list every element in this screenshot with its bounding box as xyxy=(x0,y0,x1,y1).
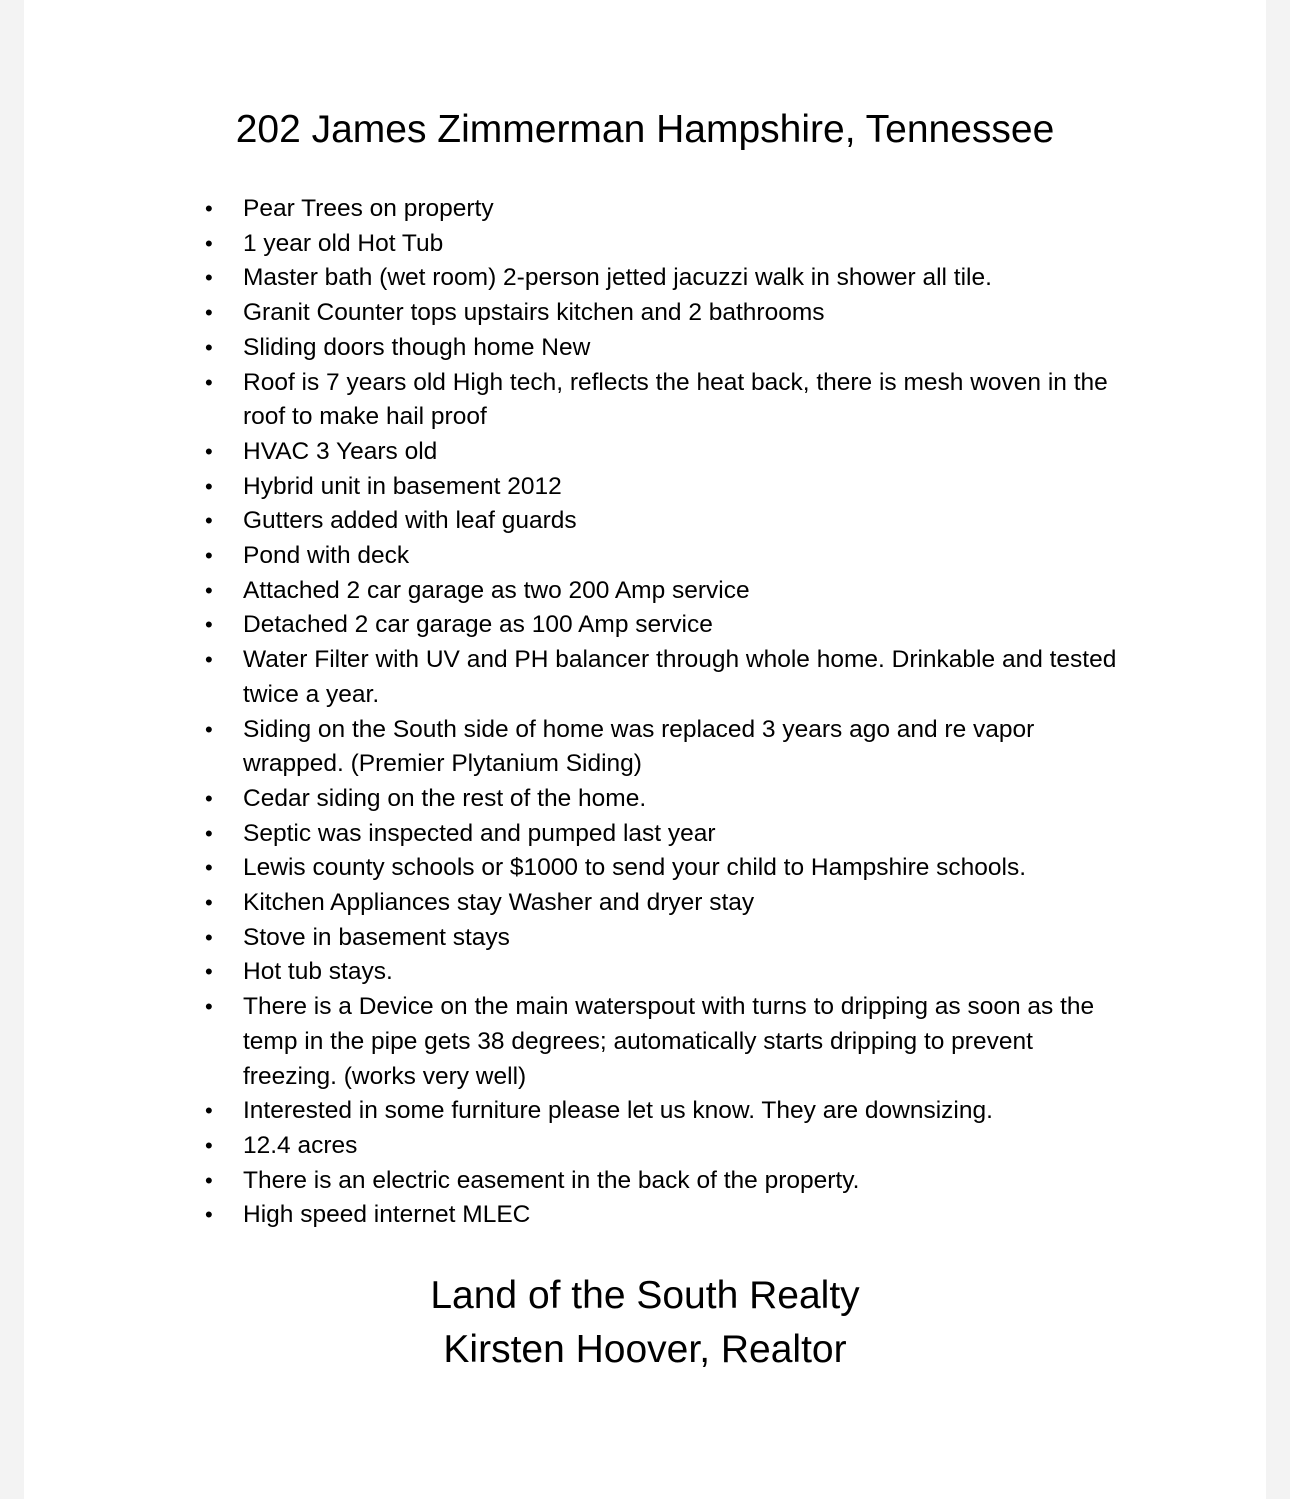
feature-item xyxy=(200,1198,1130,1233)
bullet-icon: • xyxy=(205,265,213,291)
feature-text: Granit Counter tops upstairs kitchen and 2 bathrooms xyxy=(243,299,825,327)
feature-item xyxy=(200,435,1130,470)
feature-text: 12.4 acres xyxy=(243,1131,358,1159)
feature-text: Water Filter with UV and PH balancer through whole home. Drinkable and tested twice a year. xyxy=(243,646,1117,708)
feature-item xyxy=(200,261,1130,296)
feature-item xyxy=(200,886,1130,921)
feature-text: Attached 2 car garage as two 200 Amp service xyxy=(243,576,750,604)
bullet-icon: • xyxy=(205,959,213,985)
feature-list xyxy=(200,192,1130,1233)
feature-item xyxy=(200,504,1130,539)
feature-text: Septic was inspected and pumped last year xyxy=(243,819,716,847)
feature-item xyxy=(200,192,1130,227)
bullet-icon: • xyxy=(205,1098,213,1124)
realty-company-name: Land of the South Realty xyxy=(430,1274,860,1317)
bullet-icon: • xyxy=(205,473,213,499)
feature-item xyxy=(200,921,1130,956)
bullet-icon: • xyxy=(205,890,213,916)
bullet-icon: • xyxy=(205,716,213,742)
bullet-icon: • xyxy=(205,369,213,395)
feature-text: Kitchen Appliances stay Washer and dryer stay xyxy=(243,889,755,917)
feature-text: Lewis county schools or $1000 to send your child to Hampshire schools. xyxy=(243,854,1027,882)
bullet-icon: • xyxy=(205,438,213,464)
feature-item xyxy=(200,470,1130,505)
feature-item xyxy=(200,643,1130,712)
bullet-icon: • xyxy=(205,196,213,221)
feature-text: There is a Device on the main waterspout with turns to dripping as soon as the temp in the pipe gets 38 degrees; automatically starts dripping to prevent freezing. (works very well) xyxy=(243,993,1095,1090)
feature-text: Stove in basement stays xyxy=(243,923,510,951)
feature-text: High speed internet MLEC xyxy=(243,1201,531,1229)
bullet-icon: • xyxy=(205,855,213,881)
feature-item xyxy=(200,539,1130,574)
feature-item xyxy=(200,1129,1130,1164)
feature-text: Hybrid unit in basement 2012 xyxy=(243,472,562,500)
bullet-icon: • xyxy=(205,994,213,1020)
bullet-icon: • xyxy=(205,1202,213,1228)
bullet-icon: • xyxy=(205,924,213,950)
feature-text: Sliding doors though home New xyxy=(243,333,591,361)
feature-item xyxy=(200,366,1130,435)
bullet-icon: • xyxy=(205,577,213,603)
feature-text: Hot tub stays. xyxy=(243,958,393,986)
feature-text: Pear Trees on property xyxy=(243,195,494,222)
bullet-icon: • xyxy=(205,300,213,326)
feature-text: Gutters added with leaf guards xyxy=(243,507,577,535)
bullet-icon: • xyxy=(205,785,213,811)
feature-item xyxy=(200,1164,1130,1199)
feature-text: There is an electric easement in the back of the property. xyxy=(243,1166,860,1194)
feature-text: Interested in some furniture please let us know. They are downsizing. xyxy=(243,1097,993,1125)
feature-item xyxy=(200,227,1130,262)
feature-item xyxy=(200,817,1130,852)
feature-item xyxy=(200,990,1130,1094)
feature-item xyxy=(200,955,1130,990)
bullet-icon: • xyxy=(205,230,213,256)
feature-text: Detached 2 car garage as 100 Amp service xyxy=(243,611,713,639)
bullet-icon: • xyxy=(205,647,213,673)
feature-item xyxy=(200,296,1130,331)
feature-text: 1 year old Hot Tub xyxy=(243,229,444,257)
feature-text: Cedar siding on the rest of the home. xyxy=(243,784,647,812)
feature-text: HVAC 3 Years old xyxy=(243,437,438,465)
document-title: 202 James Zimmerman Hampshire, Tennessee xyxy=(235,108,1055,151)
feature-item xyxy=(200,1094,1130,1129)
bullet-icon: • xyxy=(205,508,213,534)
feature-text: Pond with deck xyxy=(243,542,410,570)
feature-item xyxy=(200,574,1130,609)
feature-item xyxy=(200,331,1130,366)
feature-text: Roof is 7 years old High tech, reflects the heat back, there is mesh woven in the roof to make hail proof xyxy=(243,368,1108,431)
realtor-name: Kirsten Hoover, Realtor xyxy=(443,1328,847,1371)
bullet-icon: • xyxy=(205,1167,213,1193)
feature-text: Master bath (wet room) 2-person jetted jacuzzi walk in shower all tile. xyxy=(243,264,992,292)
feature-item xyxy=(200,782,1130,817)
feature-item xyxy=(200,608,1130,643)
feature-text: Siding on the South side of home was replaced 3 years ago and re vapor wrapped. (Premier Plytanium Siding) xyxy=(243,715,1035,778)
bullet-icon: • xyxy=(205,334,213,360)
feature-item xyxy=(200,713,1130,782)
bullet-icon: • xyxy=(205,820,213,846)
bullet-icon: • xyxy=(205,1132,213,1158)
bullet-icon: • xyxy=(205,543,213,569)
feature-item xyxy=(200,851,1130,886)
bullet-icon: • xyxy=(205,612,213,638)
